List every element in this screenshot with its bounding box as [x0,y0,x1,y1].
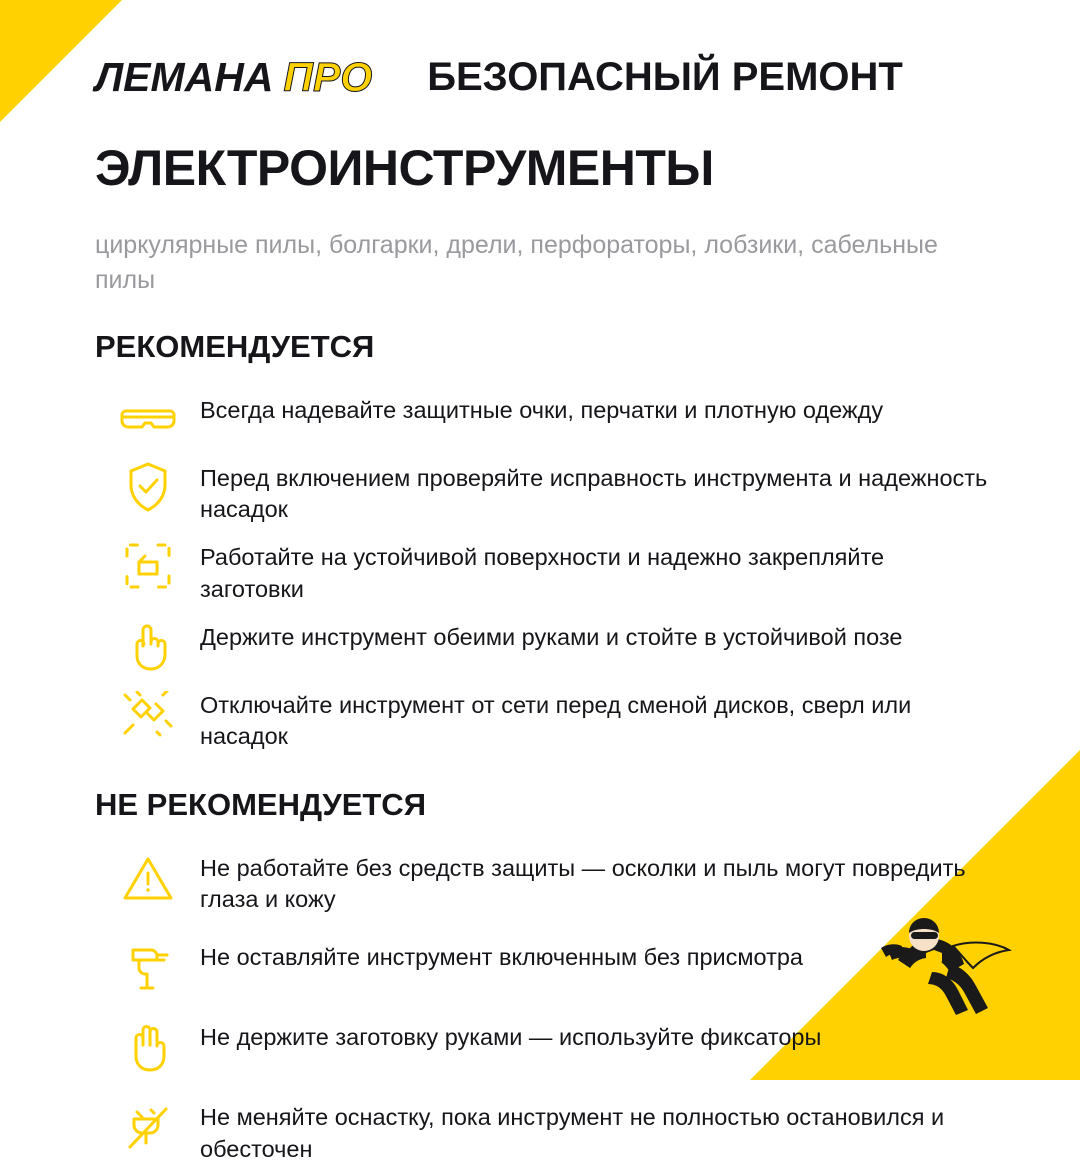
list-item-text: Держите инструмент обеими руками и стойте в устойчивой позе [200,623,903,650]
list-item [95,1098,990,1165]
drill-icon [95,938,200,996]
list-item-text: Отключайте инструмент от сети перед сменой дисков, сверл или насадок [200,691,912,750]
warning-triangle-icon [95,849,200,907]
list-item [95,1018,990,1076]
campaign-title: БЕЗОПАСНЫЙ РЕМОНТ [427,54,903,99]
list-item [95,849,990,916]
list-item [95,938,990,996]
list-item [95,618,990,674]
open-hand-icon [95,1018,200,1076]
brand-logo [95,54,372,101]
list-item-text: Не оставляйте инструмент включенным без присмотра [200,944,804,971]
list-item [95,538,990,605]
not-recommended-list [95,849,990,1166]
list-item [95,686,990,753]
list-item-text: Работайте на устойчивой поверхности и надежно закрепляйте заготовки [200,544,885,602]
list-item-text: Не меняйте оснастку, пока инструмент не полностью остановился и обесточен [200,1104,945,1162]
plug-crossed-icon [95,1098,200,1156]
page-title: ЭЛЕКТРОИНСТРУМЕНТЫ [95,140,714,196]
section-heading-recommended: РЕКОМЕНДУЕТСЯ [95,329,375,364]
brand-suffix: ПРО [283,53,373,100]
header [95,44,990,110]
brand-name: ЛЕМАНА [95,53,274,100]
page-subtitle: циркулярные пилы, болгарки, дрели, перфораторы, лобзики, сабельные пилы [95,231,938,294]
workpiece-fix-icon [95,538,200,594]
list-item [95,459,990,526]
mascot-illustration [858,888,1028,1028]
list-item-text: Перед включением проверяйте исправность инструмента и надежность насадок [200,464,988,523]
list-item-text: Не держите заготовку руками — используйте фиксаторы [200,1024,822,1051]
unplug-icon [95,686,200,742]
safety-goggles-icon [95,391,200,447]
list-item-text: Всегда надевайте защитные очки, перчатки и плотную одежду [200,396,884,423]
list-item [95,391,990,447]
hand-grip-icon [95,618,200,674]
section-heading-not-recommended: НЕ РЕКОМЕНДУЕТСЯ [95,787,426,823]
list-item-text: Не работайте без средств защиты — осколки и пыль могут повредить глаза и кожу [200,854,966,913]
shield-check-icon [95,459,200,515]
recommended-list [95,391,990,753]
